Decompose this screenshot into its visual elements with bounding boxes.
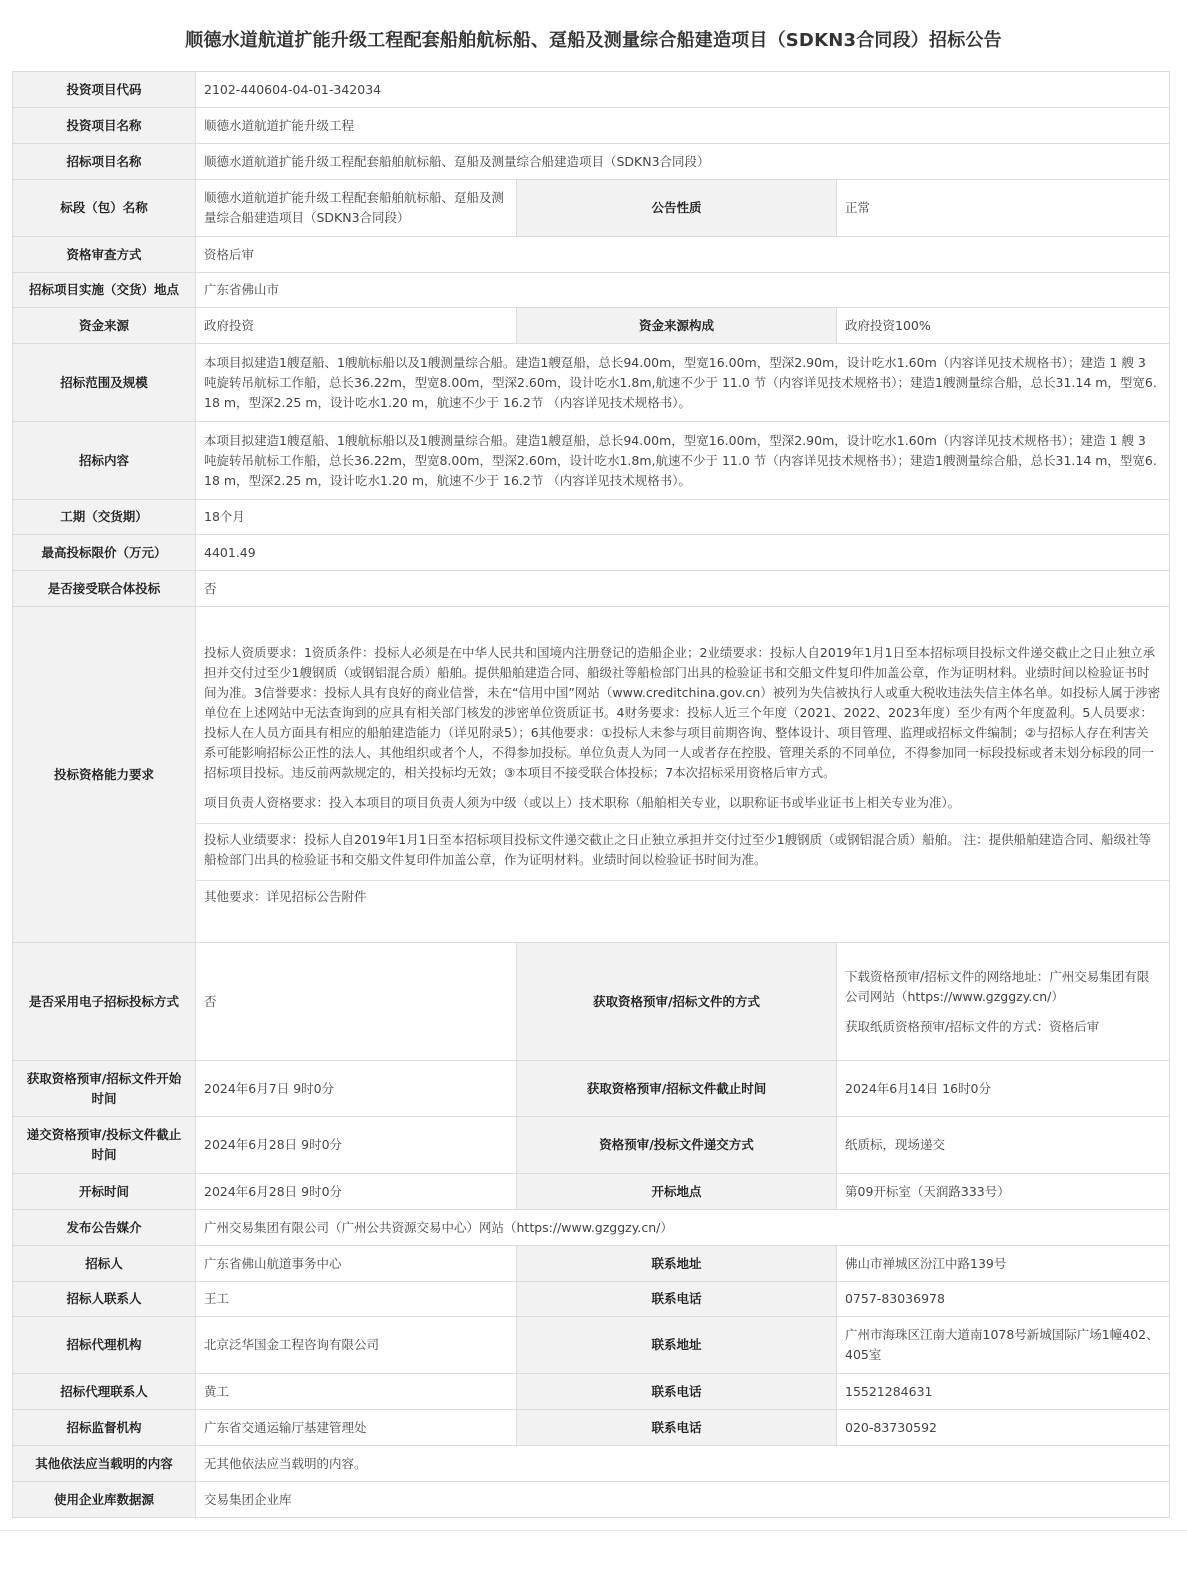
value-fund-composition: 政府投资100% [837, 308, 1170, 344]
row-supervisor [13, 1410, 1170, 1446]
label-agency: 招标代理机构 [13, 1317, 196, 1374]
value-review-method: 资格后审 [196, 237, 1170, 273]
label-qualification: 投标资格能力要求 [13, 607, 196, 943]
label-agency-phone: 联系电话 [517, 1374, 837, 1410]
value-notice-nature: 正常 [837, 180, 1170, 237]
value-submit-method: 纸质标，现场递交 [837, 1117, 1170, 1174]
value-project-code: 2102-440604-04-01-342034 [196, 72, 1170, 108]
row-submit [13, 1117, 1170, 1174]
qualification-requirements: 投标人资质要求：1资质条件：投标人必须是在中华人民共和国境内注册登记的造船企业；2业绩要求：投标人自2019年1月1日至本招标项目投标文件递交截止之日止独立承担并交付过至少1艘钢质（或钢铝混合质）船舶。提供船舶建造合同、船级社等船检部门出具的检验证书和交船文件复印件加盖公章，作为证明材料。业绩时间以检验证书时间为准。3信誉要求：投标人具有良好的商业信誉，未在“信用中国”网站（www.creditchina.gov.cn）被列为失信被执行人或重大税收违法失信主体名单。如投标人属于涉密单位在上述网站中无法查询到的应具有相关部门核发的涉密单位资质证书。4财务要求：投标人近三个年度（2021、2022、2023年度）至少有两个年度盈利。5人员要求：投标人在人员方面具有相应的船舶建造能力（详见附录5）；6其他要求：①投标人未参与项目前期咨询、整体设计、项目管理、监理或招标文件编制；②与招标人存在利害关系可能影响招标公正性的法人、其他组织或者个人，不得参加投标。单位负责人为同一人或者存在控股、管理关系的不同单位，不得参加同一标段投标或者未划分标段的同一招标项目投标。违反前两款规定的，相关投标均无效；③本项目不接受联合体投标；7本次招标采用资格后审方式。 [204, 644, 1161, 780]
value-open-place: 第09开标室（天润路333号） [837, 1174, 1170, 1210]
value-qualification [196, 607, 1170, 943]
value-obtain-start: 2024年6月7日 9时0分 [196, 1061, 517, 1117]
row-tenderer [13, 1246, 1170, 1282]
value-tender-name: 顺德水道航道扩能升级工程配套船舶航标船、趸船及测量综合船建造项目（SDKN3合同段） [196, 144, 1170, 180]
label-consortium: 是否接受联合体投标 [13, 571, 196, 607]
value-other: 无其他依法应当载明的内容。 [196, 1446, 1170, 1482]
value-period: 18个月 [196, 500, 1170, 535]
label-obtain-end: 获取资格预审/招标文件截止时间 [517, 1061, 837, 1117]
label-submit-deadline: 递交资格预审/投标文件截止时间 [13, 1117, 196, 1174]
value-project-name: 顺德水道航道扩能升级工程 [196, 108, 1170, 144]
label-notice-nature: 公告性质 [517, 180, 837, 237]
row-tender-name [13, 144, 1170, 180]
label-open-time: 开标时间 [13, 1174, 196, 1210]
value-consortium: 否 [196, 571, 1170, 607]
value-supervisor-phone: 020-83730592 [837, 1410, 1170, 1446]
manager-requirements: 项目负责人资格要求：投入本项目的项目负责人须为中级（或以上）技术职称（船舶相关专业，以职称证书或毕业证书上相关专业为准）。 [204, 794, 961, 810]
value-tenderer-address: 佛山市禅城区汾江中路139号 [837, 1246, 1170, 1282]
other-requirements: 其他要求：详见招标公告附件 [204, 888, 367, 904]
label-fund-source: 资金来源 [13, 308, 196, 344]
value-agency-address: 广州市海珠区江南大道南1078号新城国际广场1幢402、405室 [837, 1317, 1170, 1374]
row-location [13, 273, 1170, 308]
label-tenderer: 招标人 [13, 1246, 196, 1282]
row-tenderer-contact [13, 1282, 1170, 1317]
value-open-time: 2024年6月28日 9时0分 [196, 1174, 517, 1210]
row-fund-source [13, 308, 1170, 344]
label-max-price: 最高投标限价（万元） [13, 535, 196, 571]
value-data-source: 交易集团企业库 [196, 1482, 1170, 1518]
label-fund-composition: 资金来源构成 [517, 308, 837, 344]
row-agency [13, 1317, 1170, 1374]
row-period [13, 500, 1170, 535]
value-content: 本项目拟建造1艘趸船、1艘航标船以及1艘测量综合船。建造1艘趸船，总长94.00m，型宽16.00m，型深2.90m，设计吃水1.60m（内容详见技术规格书）；建造 1 艘 3 吨旋转吊航标工作船，总长36.22m，型宽8.00m，型深2.60m，设计吃水1.8m,航速不少于 11.0 节（内容详见技术规格书）；建造1艘测量综合船，总长31.14 m，型宽6.18 m，型深2.25 m，设计吃水1.20 m，航速不少于 16.2节 （内容详见技术规格书）。 [196, 422, 1170, 500]
label-tenderer-address: 联系地址 [517, 1246, 837, 1282]
label-other: 其他依法应当载明的内容 [13, 1446, 196, 1482]
label-data-source: 使用企业库数据源 [13, 1482, 196, 1518]
value-obtain-end: 2024年6月14日 16时0分 [837, 1061, 1170, 1117]
row-obtain-time [13, 1061, 1170, 1117]
value-tenderer: 广东省佛山航道事务中心 [196, 1246, 517, 1282]
label-review-method: 资格审查方式 [13, 237, 196, 273]
value-section-name: 顺德水道航道扩能升级工程配套船舶航标船、趸船及测量综合船建造项目（SDKN3合同段） [196, 180, 517, 237]
value-electronic: 否 [196, 943, 517, 1061]
row-scope [13, 344, 1170, 422]
label-location: 招标项目实施（交货）地点 [13, 273, 196, 308]
label-supervisor: 招标监督机构 [13, 1410, 196, 1446]
row-content [13, 422, 1170, 500]
value-location: 广东省佛山市 [196, 273, 1170, 308]
value-fund-source: 政府投资 [196, 308, 517, 344]
label-project-code: 投资项目代码 [13, 72, 196, 108]
label-scope: 招标范围及规模 [13, 344, 196, 422]
row-project-code [13, 72, 1170, 108]
label-tenderer-contact: 招标人联系人 [13, 1282, 196, 1317]
obtain-method-paper: 获取纸质资格预审/招标文件的方式：资格后审 [845, 1018, 1100, 1034]
label-content: 招标内容 [13, 422, 196, 500]
label-tender-name: 招标项目名称 [13, 144, 196, 180]
tender-notice-table [12, 71, 1170, 1518]
row-agency-contact [13, 1374, 1170, 1410]
label-submit-method: 资格预审/投标文件递交方式 [517, 1117, 837, 1174]
label-period: 工期（交货期） [13, 500, 196, 535]
row-consortium [13, 571, 1170, 607]
row-section-name [13, 180, 1170, 237]
label-agency-contact: 招标代理联系人 [13, 1374, 196, 1410]
performance-requirements: 投标人业绩要求：投标人自2019年1月1日至本招标项目投标文件递交截止之日止独立承担并交付过至少1艘钢质（或钢铝混合质）船舶。 注：提供船舶建造合同、船级社等船检部门出具的检验证书和交船文件复印件加盖公章，作为证明材料。业绩时间以检验证书时间为准。 [204, 831, 1152, 867]
label-project-name: 投资项目名称 [13, 108, 196, 144]
value-supervisor: 广东省交通运输厅基建管理处 [196, 1410, 517, 1446]
row-qualification [13, 607, 1170, 943]
label-agency-address: 联系地址 [517, 1317, 837, 1374]
row-review-method [13, 237, 1170, 273]
footer-divider [0, 1530, 1187, 1531]
row-data-source [13, 1482, 1170, 1518]
row-max-price [13, 535, 1170, 571]
value-submit-deadline: 2024年6月28日 9时0分 [196, 1117, 517, 1174]
value-tenderer-contact: 王工 [196, 1282, 517, 1317]
row-project-name [13, 108, 1170, 144]
page-title: 顺德水道航道扩能升级工程配套船舶航标船、趸船及测量综合船建造项目（SDKN3合同段）招标公告 [185, 30, 1002, 51]
value-media: 广州交易集团有限公司（广州公共资源交易中心）网站（https://www.gzggzy.cn/） [196, 1210, 1170, 1246]
value-scope: 本项目拟建造1艘趸船、1艘航标船以及1艘测量综合船。建造1艘趸船，总长94.00m，型宽16.00m，型深2.90m，设计吃水1.60m（内容详见技术规格书）；建造 1 艘 3 吨旋转吊航标工作船，总长36.22m，型宽8.00m，型深2.60m，设计吃水1.8m,航速不少于 11.0 节（内容详见技术规格书）；建造1艘测量综合船，总长31.14 m，型宽6.18 m，型深2.25 m，设计吃水1.20 m，航速不少于 16.2节 （内容详见技术规格书）。 [196, 344, 1170, 422]
label-section-name: 标段（包）名称 [13, 180, 196, 237]
value-agency-phone: 15521284631 [837, 1374, 1170, 1410]
label-electronic: 是否采用电子招标投标方式 [13, 943, 196, 1061]
divider [196, 880, 1169, 881]
value-tenderer-phone: 0757-83036978 [837, 1282, 1170, 1317]
label-obtain-start: 获取资格预审/招标文件开始时间 [13, 1061, 196, 1117]
obtain-method-online: 下载资格预审/招标文件的网络地址：广州交易集团有限公司网站（https://www.gzggzy.cn/） [845, 968, 1150, 1004]
divider [196, 823, 1169, 824]
value-agency-contact: 黄工 [196, 1374, 517, 1410]
label-tenderer-phone: 联系电话 [517, 1282, 837, 1317]
value-agency: 北京泛华国金工程咨询有限公司 [196, 1317, 517, 1374]
label-media: 发布公告媒介 [13, 1210, 196, 1246]
value-obtain-method [837, 943, 1170, 1061]
value-max-price: 4401.49 [196, 535, 1170, 571]
row-other [13, 1446, 1170, 1482]
row-opening [13, 1174, 1170, 1210]
label-supervisor-phone: 联系电话 [517, 1410, 837, 1446]
row-electronic [13, 943, 1170, 1061]
label-obtain-method: 获取资格预审/招标文件的方式 [517, 943, 837, 1061]
label-open-place: 开标地点 [517, 1174, 837, 1210]
row-media [13, 1210, 1170, 1246]
